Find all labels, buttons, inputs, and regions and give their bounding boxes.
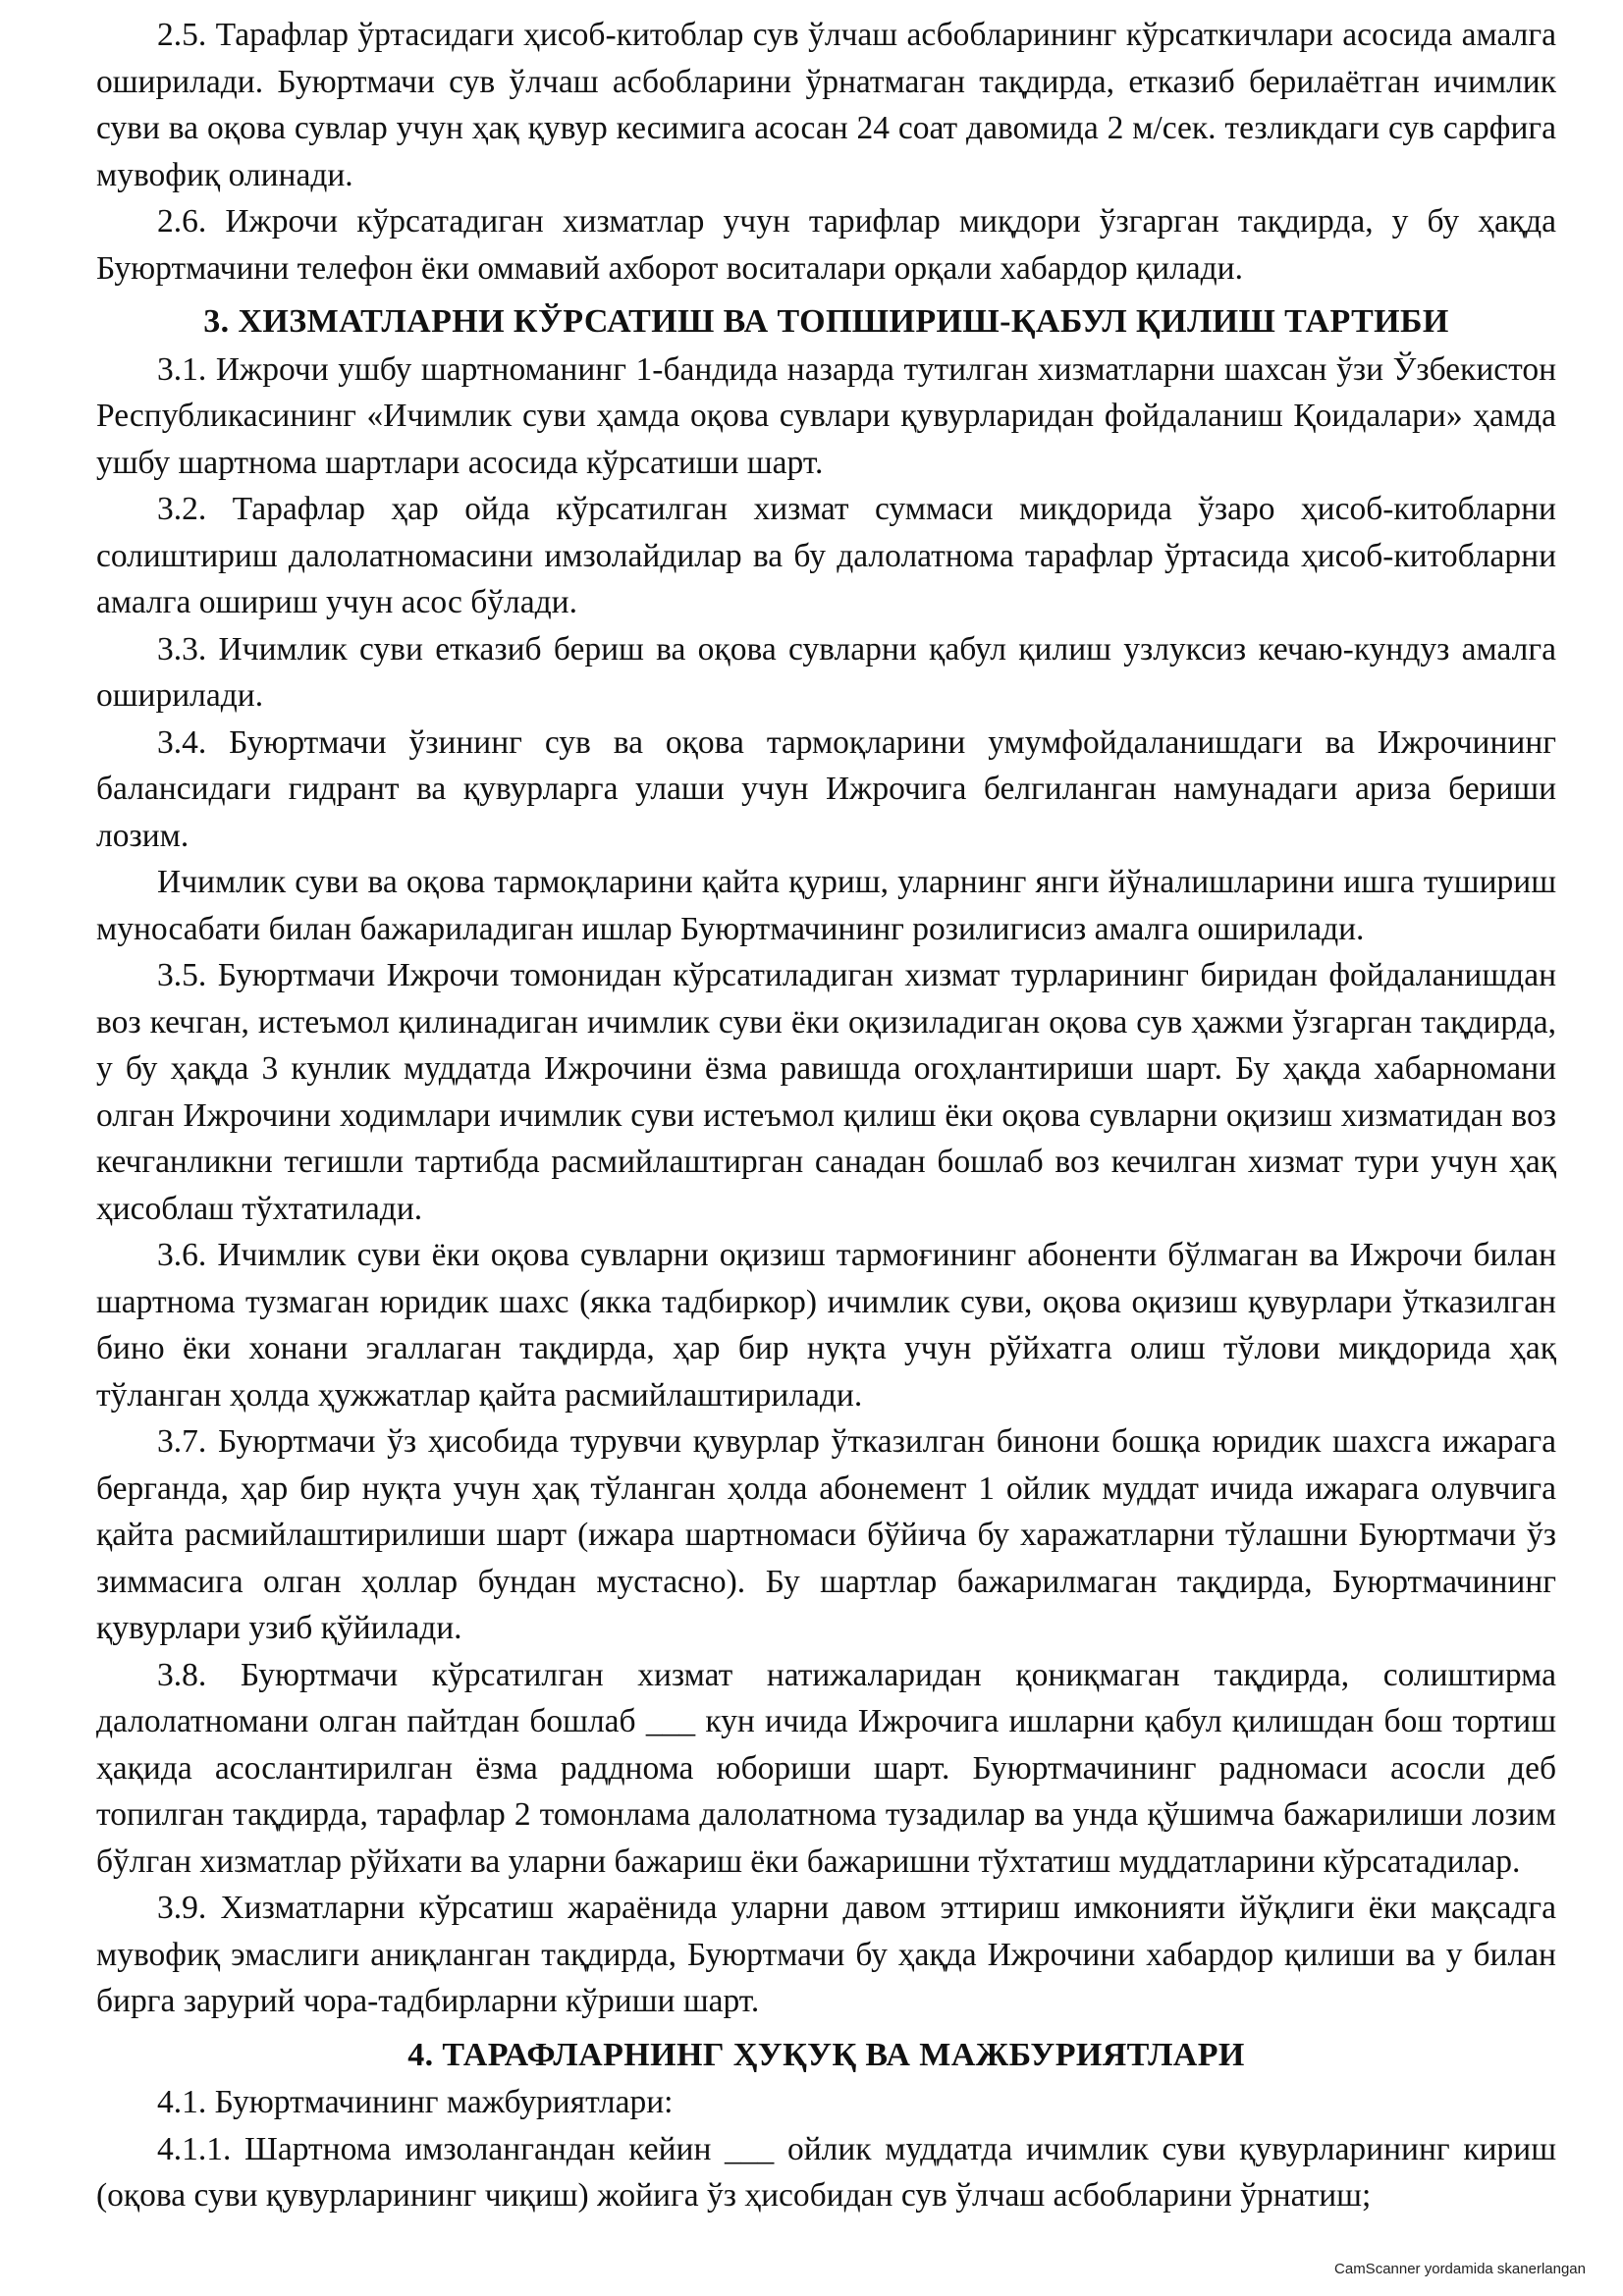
paragraph-3-9: 3.9. Хизматларни кўрсатиш жараёнида уларни давом эттириш имконияти йўқлиги ёки мақсадга мувофиқ эмаслиги аниқланган тақдирда, Буюртмачи бу ҳақда Ижрочини хабардор қилиши ва у билан бирга зарурий чора-тадбирларни кўриши шарт. bbox=[96, 1890, 1556, 2019]
paragraph-3-2: 3.2. Тарафлар ҳар ойда кўрсатилган хизмат суммаси миқдорида ўзаро ҳисоб-китобларни солиштириш далолатномасини имзолайдилар ва бу далолатнома тарафлар ўртасида ҳисоб-китобларни амалга ошириш учун асос бўлади. bbox=[96, 491, 1556, 620]
paragraph-3-7: 3.7. Буюртмачи ўз ҳисобида турувчи қувурлар ўтказилган бинони бошқа юридик шахсга ижарага берганда, ҳар бир нуқта учун ҳақ тўланган ҳолда абонемент 1 ойлик муддат ичида ижарага олувчига қайта расмийлаштирилиши шарт (ижара шартномаси бўйича бу харажатларни тўлашни Буюртмачи ўз зиммасига олган ҳоллар бундан мустасно). Бу шартлар бажарилмаган тақдирда, Буюртмачининг қувурлари узиб қўйилади. bbox=[96, 1423, 1556, 1646]
paragraph-3-3: 3.3. Ичимлик суви етказиб бериш ва оқова сувларни қабул қилиш узлуксиз кечаю-кундуз амалга оширилади. bbox=[96, 630, 1556, 714]
section-heading-4: 4. ТАРАФЛАРНИНГ ҲУҚУҚ ВА МАЖБУРИЯТЛАРИ bbox=[407, 2036, 1245, 2073]
section-heading-3: 3. ХИЗМАТЛАРНИ КЎРСАТИШ ВА ТОПШИРИШ-ҚАБУЛ ҚИЛИШ ТАРТИБИ bbox=[203, 303, 1449, 340]
paragraph-4-1: 4.1. Буюртмачининг мажбуриятлари: bbox=[157, 2084, 674, 2120]
paragraph-3-4: 3.4. Буюртмачи ўзининг сув ва оқова тармоқларини умумфойдаланишдаги ва Ижрочининг балансидаги гидрант ва қувурларга улаши учун Ижрочига белгиланган намунадаги ариза бериши лозим. bbox=[96, 723, 1556, 854]
paragraph-3-1: 3.1. Ижрочи ушбу шартноманинг 1-бандида назарда тутилган хизматларни шахсан ўзи Ўзбекистон Республикасининг «Ичимлик суви ҳамда оқова сувлари қувурларидан фойдаланиш Қоидалари» ҳамда ушбу шартнома шартлари асосида кўрсатиши шарт. bbox=[96, 350, 1556, 481]
paragraph-2-6: 2.6. Ижрочи кўрсатадиган хизматлар учун тарифлар миқдори ўзгарган тақдирда, у бу ҳақда Буюртмачини телефон ёки оммавий ахборот воситалари орқали хабардор қилади. bbox=[96, 203, 1556, 287]
paragraph-3-6: 3.6. Ичимлик суви ёки оқова сувларни оқизиш тармоғининг абоненти бўлмаган ва Ижрочи билан шартнома тузмаган юридик шахс (якка тадбиркор) ичимлик суви, оқова оқизиш қувурлари ўтказилган бино ёки хонани эгаллаган тақдирда, ҳар бир нуқта учун рўйхатга олиш тўлови миқдорида ҳақ тўланган ҳолда ҳужжатлар қайта расмийлаштирилади. bbox=[96, 1237, 1556, 1414]
paragraph-2-5: 2.5. Тарафлар ўртасидаги ҳисоб-китоблар сув ўлчаш асбобларининг кўрсаткичлари асосида амалга оширилади. Буюртмачи сув ўлчаш асбобларини ўрнатмаган тақдирда, етказиб берилаётган ичимлик суви ва оқова сувлар учун ҳақ қувур кесимига асосан 24 соат давомида 2 м/сек. тезликдаги сув сарфига мувофиқ олинади. bbox=[96, 17, 1556, 193]
document-page bbox=[96, 12, 1556, 2219]
paragraph-4-1-1: 4.1.1. Шартнома имзолангандан кейин ___ ойлик муддатда ичимлик суви қувурларининг кириш (оқова суви қувурларининг чиқиш) жойига ўз ҳисобидан сув ўлчаш асбобларини ўрнатиш; bbox=[96, 2130, 1556, 2214]
paragraph-3-8: 3.8. Буюртмачи кўрсатилган хизмат натижаларидан қониқмаган тақдирда, солиштирма далолатномани олган пайтдан бошлаб ___ кун ичида Ижрочига ишларни қабул қилишдан бош тортиш ҳақида асослантирилган ёзма радднома юбориши шарт. Буюртмачининг радномаси асосли деб топилган тақдирда, тарафлар 2 томонлама далолатнома тузадилар ва унда қўшимча бажарилиши лозим бўлган хизматлар рўйхати ва уларни бажариш ёки бажаришни тўхтатиш муддатларини кўрсатадилар. bbox=[96, 1656, 1556, 1880]
scanner-footer: CamScanner yordamida skanerlangan bbox=[1334, 2261, 1586, 2277]
paragraph-3-5: 3.5. Буюртмачи Ижрочи томонидан кўрсатиладиган хизмат турларининг биридан фойдаланишдан воз кечган, истеъмол қилинадиган ичимлик суви ёки оқизиладиган оқова сув ҳажми ўзгарган тақдирда, у бу ҳақда 3 кунлик муддатда Ижрочини ёзма равишда огоҳлантириши шарт. Бу ҳақда хабарномани олган Ижрочини ходимлари ичимлик суви истеъмол қилиш ёки оқова сувларни оқизиш хизматидан воз кечганликни тегишли тартибда расмийлаштирган санадан бошлаб воз кечилган хизмат тури учун ҳақ ҳисоблаш тўхтатилади. bbox=[96, 957, 1556, 1227]
paragraph-3-4-note: Ичимлик суви ва оқова тармоқларини қайта қуриш, уларнинг янги йўналишларини ишга тушириш муносабати билан бажариладиган ишлар Буюртмачининг розилигисиз амалга оширилади. bbox=[96, 864, 1556, 947]
